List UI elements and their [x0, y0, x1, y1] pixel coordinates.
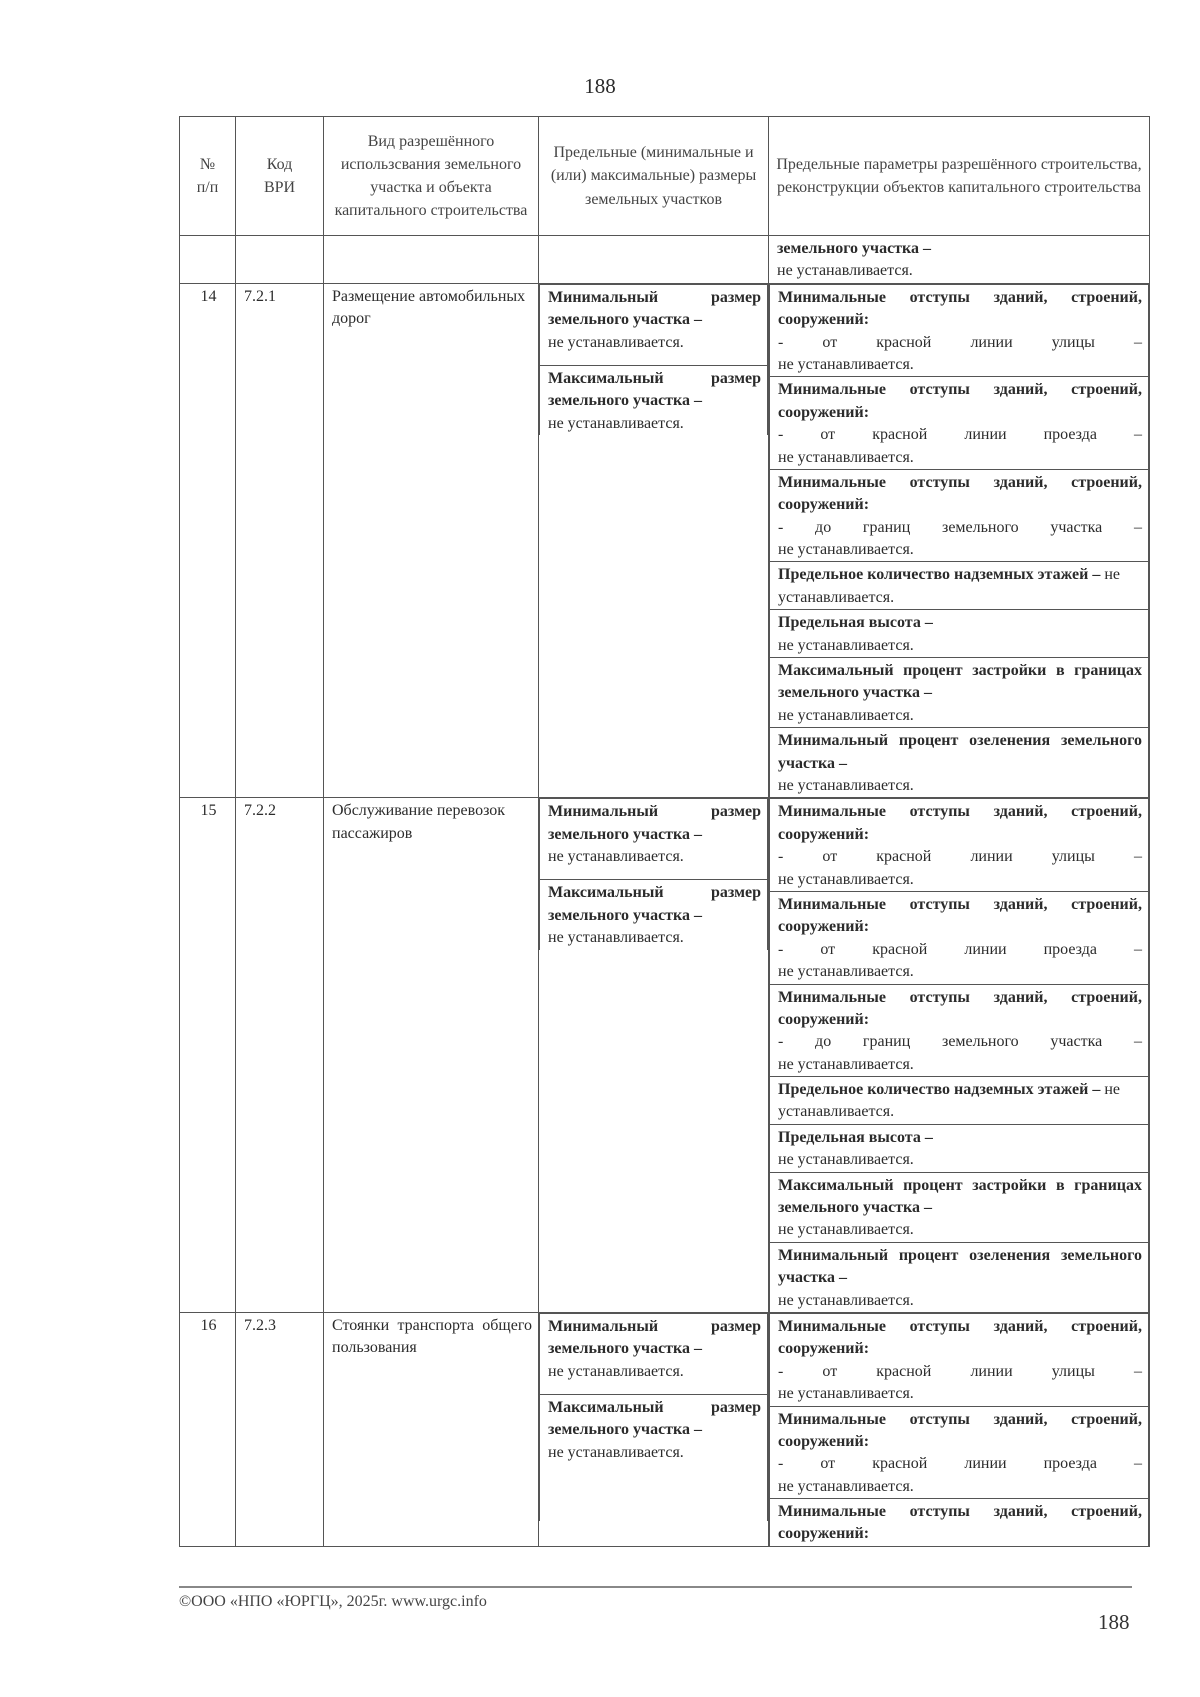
param-bold: Максимальный процент застройки в границах земельного участка – [778, 662, 1142, 702]
header-sizes: Предельные (минимальные и (или) максимальные) размеры земельных участков [539, 117, 769, 236]
size-min [540, 799, 768, 880]
param-bold: Предельное количество надземных этажей – [778, 1081, 1101, 1099]
size-min-normal: не устанавливается. [548, 1362, 684, 1380]
row-code: 7.2.3 [236, 1312, 324, 1546]
continuation-row [180, 236, 1150, 284]
row-number: 14 [180, 283, 236, 798]
param-bold: Минимальные отступы зданий, строений, сооружений: [778, 895, 1142, 936]
param-line: - от красной линии проезда – [778, 1455, 1142, 1473]
param-bold: Минимальный процент озеленения земельного участка – [778, 732, 1142, 772]
param-bold: Минимальные отступы зданий, строений, сооружений: [778, 381, 1142, 421]
param-bold: Предельное количество надземных этажей – [778, 566, 1101, 584]
size-max-normal: не устанавливается. [548, 414, 684, 432]
param-cell [770, 984, 1149, 1077]
param-bold: Максимальный процент застройки в границах земельного участка – [778, 1176, 1142, 1217]
param-cell [770, 799, 1149, 892]
param-normal: не устанавливается. [778, 1151, 914, 1169]
table-row [180, 283, 1150, 798]
page-number-top: 188 [584, 74, 616, 98]
param-cell [770, 1242, 1149, 1312]
size-max [540, 365, 768, 435]
param-cell [770, 377, 1149, 470]
param-bold: Минимальный процент озеленения земельного участка – [778, 1246, 1142, 1287]
param-line: - от красной линии проезда – [778, 426, 1142, 444]
param-cell [770, 1499, 1149, 1546]
param-bold: Минимальные отступы зданий, строений, сооружений: [778, 1503, 1142, 1543]
param-line: - от красной линии улицы – [778, 848, 1142, 866]
param-normal: не устанавливается. [778, 566, 1120, 606]
header-code: Код ВРИ [236, 117, 324, 236]
page-number-bottom: 188 [1098, 1610, 1130, 1634]
param-line: - до границ земельного участка – [778, 1033, 1142, 1051]
param-normal: не устанавливается. [778, 1055, 914, 1073]
param-cell [770, 1172, 1149, 1242]
row-sizes [539, 798, 769, 1313]
size-min-normal: не устанавливается. [548, 333, 684, 351]
size-min-normal: не устанавливается. [548, 848, 684, 866]
size-max-normal: не устанавливается. [548, 929, 684, 947]
param-normal: не устанавливается. [778, 776, 914, 794]
row-name: Размещение автомобильных дорог [324, 283, 539, 798]
param-line: - от красной линии улицы – [778, 1362, 1142, 1380]
param-normal: не устанавливается. [778, 870, 914, 888]
param-bold: Минимальные отступы зданий, строений, сооружений: [778, 803, 1142, 843]
param-bold: Минимальные отступы зданий, строений, сооружений: [778, 988, 1142, 1028]
param-cell [770, 658, 1149, 728]
param-cell [770, 1313, 1149, 1406]
param-bold: Минимальные отступы зданий, строений, сооружений: [778, 1410, 1142, 1450]
continuation-normal: не устанавливается. [777, 262, 913, 280]
param-cell [770, 1124, 1149, 1172]
param-normal: не устанавливается. [778, 1477, 914, 1495]
continuation-bold: земельного участка – [777, 240, 932, 257]
header-params: Предельные параметры разрешённого строительства, реконструкции объектов капитального строительства [769, 117, 1150, 236]
param-cell [770, 284, 1149, 377]
regulations-table [179, 116, 1150, 1547]
size-max [540, 1394, 768, 1521]
param-normal: не устанавливается. [778, 541, 914, 559]
header-kind: Вид разрешённого использсвания земельного участка и объекта капитального строительства [324, 117, 539, 236]
param-line: - до границ земельного участка – [778, 518, 1142, 536]
param-cell [770, 562, 1149, 610]
param-bold: Предельная высота – [778, 1128, 933, 1146]
row-params [769, 1312, 1150, 1546]
param-cell [770, 1077, 1149, 1125]
row-params [769, 283, 1150, 798]
param-normal: не устанавливается. [778, 448, 914, 466]
size-max [540, 880, 768, 950]
size-min [540, 284, 768, 365]
param-cell [770, 469, 1149, 562]
param-normal: не устанавливается. [778, 706, 914, 724]
param-bold: Предельная высота – [778, 614, 933, 632]
param-normal: не устанавливается. [778, 636, 914, 654]
size-max-bold: Максимальный размер земельного участка – [548, 369, 761, 410]
size-max-bold: Максимальный размер земельного участка – [548, 1398, 761, 1439]
row-code: 7.2.1 [236, 283, 324, 798]
param-normal: не устанавливается. [778, 1221, 914, 1239]
param-cell [770, 1406, 1149, 1499]
param-bold: Минимальные отступы зданий, строений, сооружений: [778, 1317, 1142, 1358]
size-min-bold: Минимальный размер земельного участка – [548, 803, 761, 843]
copyright: ©ООО «НПО «ЮРГЦ», 2025г. www.urgc.info [179, 1593, 487, 1610]
size-min-bold: Минимальный размер земельного участка – [548, 288, 761, 329]
param-cell [770, 891, 1149, 984]
param-bold: Минимальные отступы зданий, строений, сооружений: [778, 473, 1142, 514]
row-code: 7.2.2 [236, 798, 324, 1313]
param-normal: не устанавливается. [778, 1291, 914, 1309]
row-name-text: Стоянки транспорта общего пользования [332, 1316, 532, 1357]
size-min [540, 1313, 768, 1394]
header-num: № п/п [180, 117, 236, 236]
footer-divider [179, 1586, 1132, 1588]
row-params [769, 798, 1150, 1313]
param-normal: не устанавливается. [778, 355, 914, 373]
table-row [180, 1312, 1150, 1546]
param-line: - от красной линии улицы – [778, 333, 1142, 351]
table-header-row [180, 117, 1150, 236]
row-sizes [539, 283, 769, 798]
param-normal: не устанавливается. [778, 1385, 914, 1403]
param-normal: не устанавливается. [778, 1081, 1120, 1121]
param-cell [770, 610, 1149, 658]
table-row [180, 798, 1150, 1313]
row-name [324, 1312, 539, 1546]
size-max-normal: не устанавливается. [548, 1443, 684, 1461]
size-min-bold: Минимальный размер земельного участка – [548, 1317, 761, 1358]
param-bold: Минимальные отступы зданий, строений, сооружений: [778, 288, 1142, 329]
param-cell [770, 728, 1149, 798]
size-max-bold: Максимальный размер земельного участка – [548, 884, 761, 924]
param-line: - от красной линии проезда – [778, 940, 1142, 958]
param-normal: не устанавливается. [778, 963, 914, 981]
row-name: Обслуживание перевозок пассажиров [324, 798, 539, 1313]
row-number: 15 [180, 798, 236, 1313]
row-sizes [539, 1312, 769, 1546]
row-number: 16 [180, 1312, 236, 1546]
